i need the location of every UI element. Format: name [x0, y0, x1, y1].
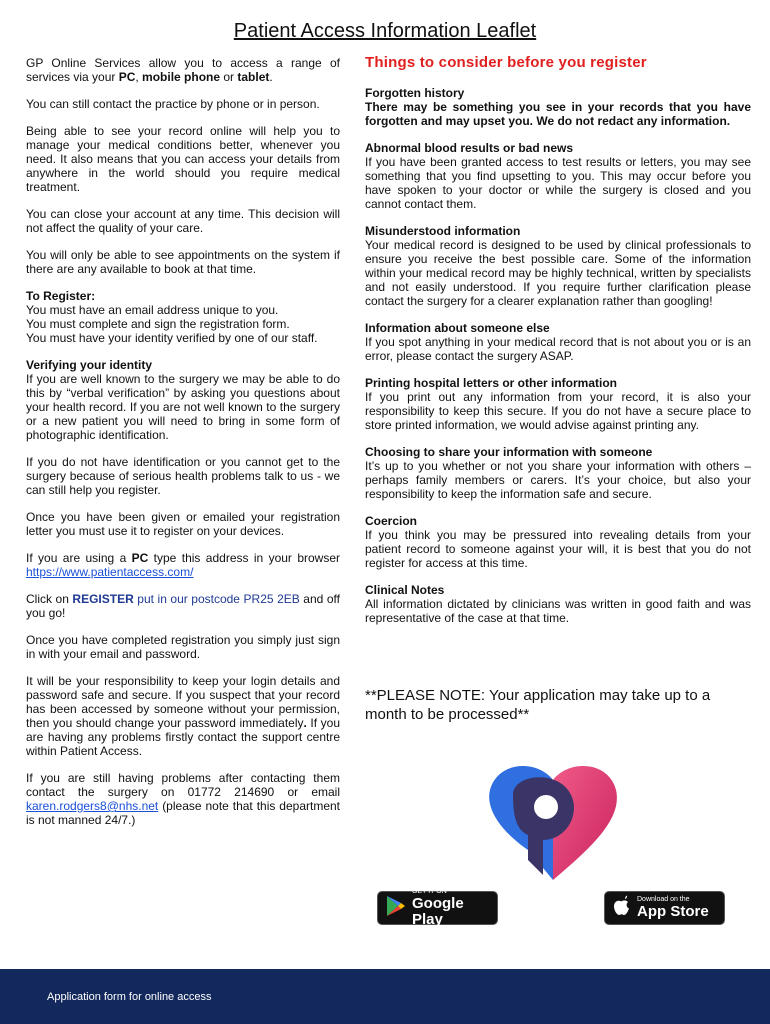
- consideration-heading: Misunderstood information: [365, 224, 521, 238]
- register-block: [26, 289, 340, 345]
- click-end: and off you go!: [26, 592, 340, 620]
- consideration-section: [365, 445, 751, 501]
- consideration-text: All information dictated by clinicians was written in good faith and was representative of the case at that time.: [365, 597, 751, 625]
- consideration-text: If you think you may be pressured into revealing details from your patient record to someone against your will, it is best that you do not register for access at this time.: [365, 528, 751, 570]
- google-play-button[interactable]: [377, 888, 498, 928]
- consideration-text: If you have been granted access to test results or letters, you may see something that you find upsetting to you. This may occur before you have spoken to your doctor or while the surgery is closed and you cannot contact them.: [365, 155, 751, 211]
- appointments-paragraph: You will only be able to see appointments on the system if there are any available to book at that time.: [26, 248, 340, 276]
- verify-heading: Verifying your identity: [26, 358, 153, 372]
- consideration-heading: Abnormal blood results or bad news: [365, 141, 574, 155]
- pc-text-2: type this address in your browser: [148, 551, 340, 565]
- considerations-list: [365, 86, 751, 625]
- consideration-section: [365, 141, 751, 211]
- register-heading: To Register:: [26, 289, 96, 303]
- contact-paragraph: You can still contact the practice by phone or in person.: [26, 97, 320, 111]
- register-item: You must have your identity verified by one of our staff.: [26, 331, 318, 345]
- considerations-heading: Things to consider before you register: [365, 54, 647, 71]
- email-link[interactable]: karen.rodgers8@nhs.net: [26, 799, 159, 813]
- intro-mobile: mobile phone: [142, 70, 221, 84]
- click-text: Click on: [26, 592, 73, 606]
- google-play-text: [412, 888, 489, 928]
- app-store-button[interactable]: [604, 891, 725, 925]
- processing-note: **PLEASE NOTE: Your application may take up to a month to be processed**: [365, 687, 711, 723]
- app-store-small: Download on the: [637, 896, 690, 903]
- google-play-icon: [386, 895, 406, 922]
- responsibility-paragraph: [26, 674, 340, 758]
- resp-dot: .: [303, 716, 307, 730]
- google-play-big: Google Play: [412, 895, 464, 928]
- pc-text: If you are using a: [26, 551, 132, 565]
- intro-end: .: [269, 70, 273, 84]
- consideration-heading: Printing hospital letters or other information: [365, 376, 618, 390]
- footer-bar: [0, 969, 770, 1024]
- consideration-section: [365, 86, 751, 128]
- letter-paragraph: Once you have been given or emailed your registration letter you must use it to register on your devices.: [26, 510, 340, 538]
- benefits-paragraph: Being able to see your record online will help you to manage your medical conditions better, whenever you need. It also means that you can access your details from anywhere in the world should you require medical treatment.: [26, 124, 340, 194]
- intro-sep: ,: [135, 70, 143, 84]
- pc-paragraph: [26, 551, 340, 579]
- apple-icon: [613, 895, 631, 922]
- consideration-section: [365, 321, 751, 363]
- close-account-paragraph: You can close your account at any time. This decision will not affect the quality of your care.: [26, 207, 340, 235]
- consideration-heading: Forgotten history: [365, 86, 465, 100]
- verify-text: If you are well known to the surgery we may be able to do this by “verbal verification” by asking you questions about your health record. If you are not well known to the surgery or a new patient you will need to bring in some form of photographic identification.: [26, 372, 340, 442]
- consideration-section: [365, 376, 751, 432]
- consideration-heading: Clinical Notes: [365, 583, 445, 597]
- postcode-text: put in our postcode PR25 2EB: [133, 592, 300, 606]
- verify-block: [26, 358, 340, 442]
- consideration-heading: Information about someone else: [365, 321, 550, 335]
- intro-or: or: [220, 70, 238, 84]
- signin-paragraph: Once you have completed registration you simply just sign in with your email and password.: [26, 633, 340, 661]
- footer-text: Application form for online access: [47, 991, 212, 1003]
- consideration-text: It’s up to you whether or not you share your information with others – perhaps family members or carers. It’s your choice, but also your responsibility to keep the information safe and secure.: [365, 459, 751, 501]
- app-store-text: [637, 896, 709, 920]
- register-item: You must complete and sign the registration form.: [26, 317, 290, 331]
- page-title: Patient Access Information Leaflet: [233, 20, 537, 42]
- consideration-text: There may be something you see in your records that you have forgotten and may upset you. We do not redact any information.: [365, 100, 751, 128]
- intro-text: GP Online Services allow you to access a range of services via your: [26, 56, 340, 84]
- register-keyword: REGISTER: [72, 592, 134, 606]
- consideration-text: If you print out any information from your record, it is also your responsibility to keep this secure. If you do not have a secure place to store printed information, we would advise against printing any.: [365, 390, 751, 432]
- consideration-text: If you spot anything in your medical record that is not about you or is an error, please contact the surgery ASAP.: [365, 335, 751, 363]
- right-column: [365, 56, 751, 638]
- resp-text: It will be your responsibility to keep your login details and password safe and secure. If you suspect that your record has been accessed by someone without your permission, then you should change your password immediately: [26, 674, 340, 730]
- register-item: You must have an email address unique to you.: [26, 303, 279, 317]
- surgery-contact-paragraph: [26, 771, 340, 827]
- consideration-text: Your medical record is designed to be used by clinical professionals to ensure you receive the best possible care. Some of the information within your medical record may be highly technical, written by specialists and not easily understood. If you require further clarification please contact the surgery for a clearer explanation rather than googling!: [365, 238, 751, 308]
- consideration-section: [365, 583, 751, 625]
- consideration-section: [365, 514, 751, 570]
- consideration-section: [365, 224, 751, 308]
- intro-tablet: tablet: [237, 70, 270, 84]
- pc-bold: PC: [131, 551, 149, 565]
- patient-access-link[interactable]: https://www.patientaccess.com/: [26, 565, 194, 579]
- intro-paragraph: [26, 56, 340, 84]
- left-column: [26, 56, 340, 840]
- consideration-heading: Coercion: [365, 514, 418, 528]
- contact-text: If you are still having problems after contacting them contact the surgery on 01772 214690 or email: [26, 771, 340, 799]
- click-register-paragraph: [26, 592, 340, 620]
- app-store-big: App Store: [637, 903, 709, 920]
- no-id-paragraph: If you do not have identification or you cannot get to the surgery because of serious health problems talk to us - we can still help you register.: [26, 455, 340, 497]
- contact-text-2: (please note that this department is not manned 24/7.): [26, 799, 340, 827]
- intro-pc: PC: [118, 70, 136, 84]
- patient-access-logo: [458, 735, 658, 890]
- resp-text-2: If you are having any problems firstly contact the support centre within Patient Access.: [26, 716, 340, 758]
- google-play-small: GET IT ON: [412, 888, 447, 895]
- consideration-heading: Choosing to share your information with someone: [365, 445, 653, 459]
